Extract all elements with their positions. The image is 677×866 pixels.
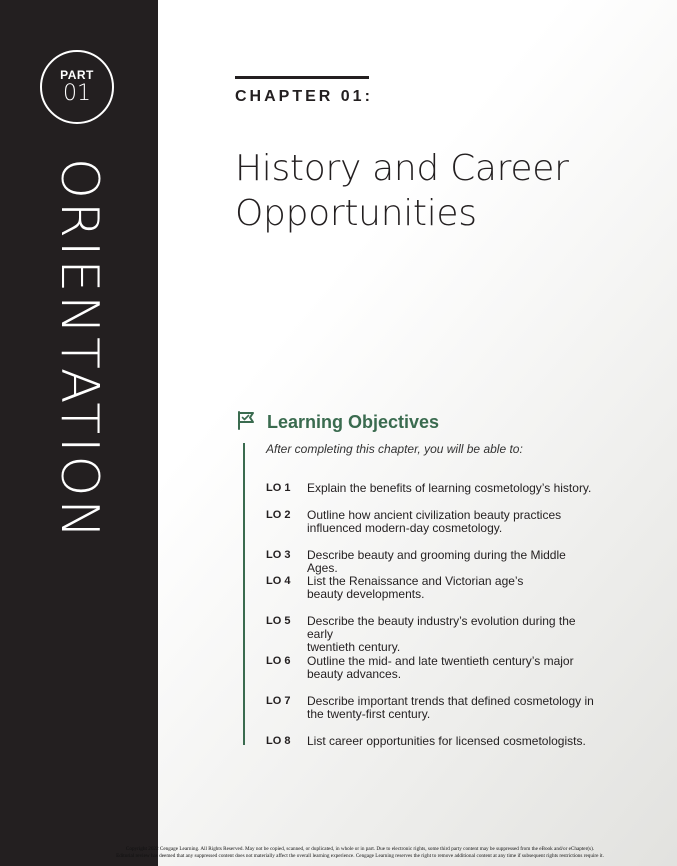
list-item: [266, 615, 597, 654]
flag-icon: [235, 409, 257, 435]
objective-code: LO 3: [266, 549, 291, 561]
objective-text-line: beauty developments.: [307, 587, 425, 601]
objective-text-line: Outline the mid- and late twentieth century’s major: [307, 654, 574, 668]
part-badge: [40, 50, 114, 124]
learning-objectives-heading: Learning Objectives: [267, 411, 440, 432]
objective-text-line: influenced modern-day cosmetology.: [307, 521, 503, 535]
list-item: [266, 655, 597, 681]
chapter-title: [235, 146, 655, 236]
chapter-title-line-2: Opportunities: [235, 193, 477, 234]
objective-code: LO 8: [266, 735, 291, 747]
objective-code: LO 5: [266, 615, 291, 627]
objective-code: LO 2: [266, 509, 291, 521]
chapter-rule: [235, 76, 369, 79]
objective-text-line: Describe the beauty industry’s evolution during the early: [307, 614, 576, 641]
objective-text: [307, 655, 597, 681]
objective-text: [307, 482, 597, 495]
objective-text-line: List the Renaissance and Victorian age’s: [307, 574, 524, 588]
objective-text-line: twentieth century.: [307, 640, 401, 654]
objective-text: [307, 615, 597, 654]
objective-text: [307, 509, 597, 535]
objective-text-line: Describe important trends that defined cosmetology in: [307, 694, 594, 708]
list-item: [266, 695, 597, 721]
objective-text: [307, 549, 597, 575]
objectives-intro: After completing this chapter, you will be able to:: [266, 442, 523, 456]
copyright-footer: [60, 846, 660, 860]
section-title: ORIENTATION: [49, 158, 109, 542]
objective-text-line: List career opportunities for licensed cosmetologists.: [307, 734, 586, 748]
list-item: [266, 549, 597, 575]
list-item: [266, 735, 597, 748]
objective-text-line: Explain the benefits of learning cosmetology’s history.: [307, 481, 592, 495]
objective-text: [307, 575, 597, 601]
list-item: [266, 509, 597, 535]
objective-text-line: beauty advances.: [307, 667, 402, 681]
chapter-label: CHAPTER 01:: [235, 88, 373, 105]
part-number: 01: [63, 81, 91, 106]
copyright-line-1: Copyright 2022 Cengage Learning. All Rights Reserved. May not be copied, scanned, or duplicated, in whole or in part. Due to electronic rights, some third party content may be suppressed from the eBook and/or eChapter(s).: [125, 846, 595, 852]
objective-code: LO 1: [266, 482, 291, 494]
objective-text: [307, 735, 597, 748]
objectives-accent-bar: [243, 443, 245, 745]
objective-text-line: Outline how ancient civilization beauty practices: [307, 508, 562, 522]
copyright-line-2: Editorial review has deemed that any suppressed content does not materially affect the overall learning experience. Cengage Learning reserves the right to remove additional content at any time if subsequent rights restrictions require it.: [116, 853, 604, 859]
objective-text-line: the twenty-first century.: [307, 707, 431, 721]
list-item: [266, 575, 597, 601]
learning-objectives-header: [235, 409, 439, 435]
part-label: PART: [60, 68, 94, 82]
objective-code: LO 4: [266, 575, 291, 587]
objective-text-line: Describe beauty and grooming during the Middle Ages.: [307, 548, 566, 575]
objective-text: [307, 695, 597, 721]
part-sidebar: [0, 0, 158, 866]
chapter-title-line-1: History and Career: [235, 148, 569, 189]
objective-code: LO 6: [266, 655, 291, 667]
list-item: [266, 482, 597, 495]
objective-code: LO 7: [266, 695, 291, 707]
